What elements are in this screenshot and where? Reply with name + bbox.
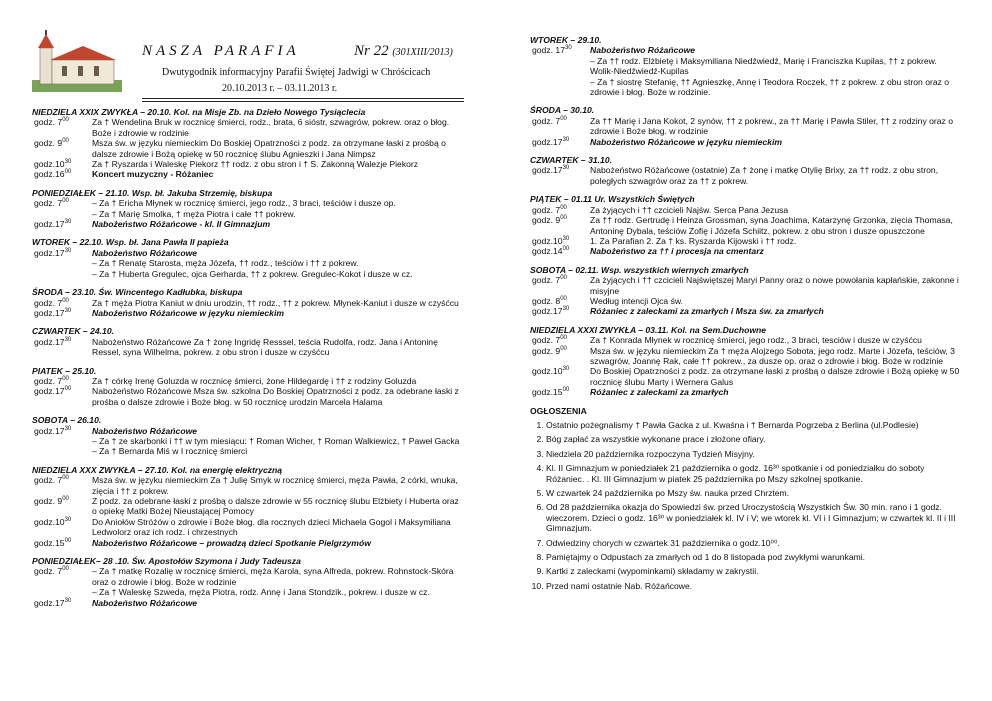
left-column — [32, 0, 464, 608]
mass-intention: Nabożeństwo Różańcowe w języku niemieckim — [92, 307, 284, 318]
mass-intention: Nabożeństwo Różańcowe – prowadzą dzieci Spotkanie Pielgrzymów — [92, 537, 371, 548]
mass-time: $godz.14^{00}$ — [532, 246, 570, 257]
newsletter-title: NASZA PARAFIA — [142, 43, 300, 59]
announcement-item: 8. Pamiętajmy o Odpustach za zmarłych od 1 do 8 listopada pod zwykłymi warunkami. — [546, 552, 960, 562]
mass-time: $godz.17^{30}$ — [532, 306, 570, 317]
day-heading: WTOREK – 22.10. Wsp. bł. Jana Pawła II papieża — [32, 237, 229, 248]
announcement-item: 4. Kl. II Gimnazjum w poniedziałek 21 października o godz. 16³⁰ spotkanie i od poniedziałku do soboty Różaniec. . Kl. III Gimnazjum w piatek 25 października po Mszy szkolnej spotkanie. — [546, 463, 960, 484]
mass-row — [32, 587, 464, 597]
mass-row — [530, 45, 960, 55]
mass-row — [530, 205, 960, 215]
mass-time: $godz.17^{30}$ — [34, 247, 72, 258]
mass-intention: Różaniec z zaleckami za zmarłych i Msza św. za zmarłych — [590, 306, 824, 317]
schedule-day — [530, 325, 960, 398]
mass-intention: Nabożeństwo Różańcowe — [92, 597, 198, 608]
announcement-item: 1. Ostatnio pożegnalismy † Pawła Gacka z ul. Kwaśna i † Bernarda Pogrzeba z Berlina (ul.Podlesie) — [546, 420, 960, 430]
mass-row — [530, 165, 960, 186]
mass-time: godz. $9^{00}$ — [532, 215, 567, 226]
mass-time: $godz.17^{30}$ — [34, 597, 72, 608]
schedule-day — [32, 237, 464, 279]
schedule-day — [530, 35, 960, 97]
mass-time: godz. $7^{00}$ — [34, 117, 69, 128]
day-heading: ŚRODA – 23.10. Św. Wincentego Kadłubka, biskupa — [32, 287, 243, 298]
day-heading: SOBOTA – 02.11. Wsp. wszystkich wiernych zmarłych — [530, 264, 749, 275]
mass-time: godz. $17^{30}$ — [532, 45, 572, 56]
mass-row — [32, 117, 464, 138]
mass-row — [32, 436, 464, 446]
mass-row — [32, 298, 464, 308]
mass-time: $godz.17^{00}$ — [34, 386, 72, 397]
schedule-day — [530, 155, 960, 186]
mass-time — [32, 269, 92, 279]
mass-time: $godz.17^{30}$ — [34, 307, 72, 318]
mass-intention: – Za † ze skarbonki i †† w tym miesiącu: † Roman Wicher, † Roman Walkiewicz, † Paweł Gacka — [92, 435, 460, 446]
right-schedule — [530, 35, 960, 398]
mass-intention: – Za † Huberta Gregulec, ojca Gerharda, †† z pokrew. Gregulec-Kokot i dusze w cz. — [92, 268, 413, 279]
mass-intention: – Za † Renatę Starosta, męża Józefa, †† rodz., teściów i †† z pokrew. — [92, 258, 359, 269]
announcement-item: 7. Odwiedziny chorych w czwartek 31 października o godz.10⁰⁰. — [546, 538, 960, 548]
mass-time: godz. $9^{00}$ — [532, 345, 567, 356]
church-logo-icon — [32, 30, 122, 92]
mass-row — [32, 386, 464, 407]
mass-intention: Z podz. za odebrane łaski z prośbą o dalsze zdrowie w 55 rocznicę ślubu Elżbiety i Huberta oraz o opiekę Matki Bożej Nieustającej Pomocy — [92, 496, 459, 517]
mass-intention: – Za † Waleskę Szweda, męża Piotra, rodz. Annę i Jana Stondzik., pokrew. i dusze w cz. — [92, 587, 430, 598]
day-heading: PONIEDZIAŁEK– 28 .10. Św. Apostołów Szymona i Judy Tadeusza — [32, 556, 301, 567]
mass-row — [530, 215, 960, 236]
mass-intention: Do Aniołów Stróżów o zdrowie i Boże błog. dla rocznych dzieci Michaela Gogol i Maksymiliana Ledwolorz oraz ich rodz. i chrzestnych — [92, 516, 451, 538]
mass-row — [32, 538, 464, 548]
mass-intention: Za † Ryszarda i Waleskę Piekorz †† rodz. z obu stron i † S. Zakonną Walezje Piekorz — [92, 159, 419, 170]
announcement-item: 10. Przed nami ostatnie Nab. Różańcowe. — [546, 581, 960, 591]
mass-row — [32, 248, 464, 258]
mass-row — [32, 426, 464, 436]
mass-intention: Nabożeństwo Różańcowe Za † żonę Ingridę Resssel, teścia Rudolfa, rodz. Jana i Antoninę Ressel, syna Wilhelma, pokrew. z obu stron i dusze w czyśćcu — [92, 336, 438, 358]
announcement-item: 5. W czwartek 24 października po Mszy św. nauka przed Chrztem. — [546, 488, 960, 498]
mass-intention: Nabożeństwo Różańcowe — [590, 45, 696, 56]
mass-row — [530, 56, 960, 77]
mass-row — [32, 517, 464, 538]
mass-row — [530, 137, 960, 147]
announcement-item: 2. Bóg zapłać za wszystkie wykonane prace i złożone ofiary. — [546, 434, 960, 444]
mass-intention: Do Boskiej Opatrzności z podz. za otrzymane łaski z prośbą o dalsze zdrowie i Bożą opiekę w 50 rocznicę ślubu Marty i Wernera Galus — [590, 366, 960, 387]
mass-time: godz. $9^{00}$ — [34, 138, 69, 149]
header-rule — [142, 98, 464, 99]
mass-time: $godz.10^{30}$ — [34, 159, 72, 170]
mass-intention: 1. Za Parafian 2. Za † ks. Ryszarda Kijowski i †† rodz. — [590, 235, 797, 246]
mass-row — [32, 169, 464, 179]
mass-intention: – Za † Ericha Młynek w rocznicę śmierci, jego rodz., 3 braci, teściów i dusze op. — [92, 198, 396, 209]
mass-row — [530, 366, 960, 387]
day-heading: NIEDZIELA XXX ZWYKŁA – 27.10. Kol. na energię elektryczną — [32, 464, 283, 475]
mass-intention: Różaniec z zaleckami za zmarłych — [590, 387, 729, 398]
mass-intention: – Za † Bernarda Miś w I rocznicę śmierci — [92, 446, 248, 457]
schedule-day — [530, 105, 960, 147]
day-heading: PONIEDZIAŁEK – 21.10. Wsp. bł. Jakuba Strzemię, biskupa — [32, 187, 273, 198]
mass-time: $godz.15^{00}$ — [532, 387, 570, 398]
mass-row — [32, 209, 464, 219]
announcement-item: 6. Od 28 października okazja do Spowiedzi św. przed Uroczystością Wszystkich Św. 30 min. rano i 1 godz. wieczorem. Dzieci o godz. 16³⁰ w poniedziałek kl. IV i V; we wtorek kl. VI i I Gimnazjum; w czwartek kl. II i III Gimnazjum. — [546, 502, 960, 533]
mass-row — [530, 387, 960, 397]
mass-time: $godz.16^{00}$ — [34, 169, 72, 180]
schedule-day — [32, 366, 464, 408]
mass-row — [32, 308, 464, 318]
mass-row — [32, 269, 464, 279]
newsletter-subtitle: Dwutygodnik informacyjny Parafii Świętej Jadwigi w Chróścicach — [162, 67, 431, 78]
mass-time: $godz.17^{30}$ — [532, 136, 570, 147]
mass-time: $godz.17^{30}$ — [34, 219, 72, 230]
mass-time — [32, 209, 92, 219]
mass-time: $godz.10^{30}$ — [532, 235, 570, 246]
mass-row — [530, 335, 960, 345]
mass-intention: Msza św. w języku niemieckim Za † męża Alojzego Sobota, jego rodz. Marte i Józefa, teściów, 3 szwagrów, Joannę Rak, całe †† pokrew., za dusze op. oraz o zdrowie i błog. Boże w rodzinie — [590, 345, 955, 366]
mass-intention: Koncert muzyczny - Różaniec — [92, 169, 214, 180]
mass-time: $godz.17^{30}$ — [532, 165, 570, 176]
mass-intention: Za żyjących i †† czcicieli Najświętszej Maryi Panny oraz o nowe powołania kapłańskie, zakonne i misyjne — [590, 275, 959, 296]
schedule-day — [32, 287, 464, 318]
mass-intention: – Za †† rodz. Elżbietę i Maksymiliana Niedźwiedź, Marię i Franciszka Kupilas, †† z pokrew. Wolik-Niedźwiedź-Kupilas — [590, 55, 937, 77]
announcements-title: OGŁOSZENIA — [530, 405, 587, 416]
mass-intention: Za † córkę Irenę Goluzda w rocznicę śmierci, żone Hildegardę i †† z rodziny Goluzda — [92, 375, 417, 386]
issue-number: Nr 22 (301XIII/2013) — [354, 43, 453, 59]
mass-row — [32, 446, 464, 456]
mass-intention: – Za † matkę Rozalię w rocznicę śmierci, męża Karola, syna Alfreda, pokrew. Rohnstock-Skóra oraz o zdrowie i błog. Boże w rodzinie — [92, 566, 454, 587]
mass-intention: Według intencji Ojca św. — [590, 295, 683, 306]
mass-time: godz. $8^{00}$ — [532, 295, 567, 306]
day-heading: PIĄTEK – 01.11 Ur. Wszystkich Świętych — [530, 194, 695, 205]
mass-row — [530, 275, 960, 296]
mass-time: godz. $7^{00}$ — [532, 115, 567, 126]
mass-row — [32, 138, 464, 159]
day-heading: CZWARTEK – 31.10. — [530, 155, 612, 166]
mass-row — [32, 219, 464, 229]
mass-intention: Za † Wendelina Bruk w rocznicę śmierci, rodz., brata, 6 sióstr, szwagrów, pokrew. oraz o błog. Boże i zdrowie w rodzinie — [92, 117, 450, 138]
mass-time — [530, 77, 590, 98]
day-heading: NIEDZIELA XXXI ZWYKŁA – 03.11. Kol. na Sem.Duchowne — [530, 324, 767, 335]
mass-row — [32, 198, 464, 208]
mass-row — [32, 598, 464, 608]
mass-intention: – Za † siostrę Stefanię, †† Agnieszkę, Annę i Teodora Roczek, †† z pokrew. z obu stron oraz o zdrowie i błog. Boże w rodzinie. — [590, 76, 950, 98]
right-column — [530, 32, 960, 595]
schedule-day — [530, 194, 960, 256]
mass-intention: Nabożeństwo Różańcowe — [92, 247, 198, 258]
mass-row — [32, 258, 464, 268]
newsletter-dates: 20.10.2013 r. – 03.11.2013 r. — [222, 83, 338, 94]
mass-intention: Za †† Marię i Jana Kokot, 2 synów, †† z pokrew., za †† Marię i Pawła Stiler, †† z rodziny oraz o zdrowie i Boże błog. w rodzinie — [590, 115, 954, 137]
mass-row — [530, 296, 960, 306]
mass-time: $godz.17^{30}$ — [34, 425, 72, 436]
day-heading: WTOREK – 29.10. — [530, 35, 602, 45]
day-heading: CZWARTEK – 24.10. — [32, 326, 114, 337]
mass-intention: Za żyjących i †† czcicieli Najśw. Serca Pana Jezusa — [590, 204, 789, 215]
schedule-day — [32, 107, 464, 180]
mass-intention: Msza św. w języku niemieckim Za † Julię Smyk w rocznicę śmierci, męża Pawła, 2 córki, wnuka, zięcia i †† z pokrew. — [92, 475, 458, 496]
announcement-item: 3. Niedziela 20 października rozpoczyna Tydzień Misyjny. — [546, 449, 960, 459]
day-heading: NIEDZIELA XXIX ZWYKŁA – 20.10. Kol. na Misje Zb. na Dzieło Nowego Tysiąclecia — [32, 107, 366, 117]
mass-row — [32, 337, 464, 358]
mass-row — [530, 116, 960, 137]
mass-time: $godz.10^{30}$ — [532, 366, 570, 377]
mass-time: godz. $7^{00}$ — [34, 198, 69, 209]
mass-intention: Za †† rodz. Gertrudę i Heinza Grossman, syna Joachima, Katarzynę Grzonka, zięcia Thomasa, Antoninę Dybala, teściów Zofię i Józefa Schiitz, pokrew. z obu stron i dusze opuszczone — [590, 215, 953, 236]
masthead — [32, 0, 464, 104]
mass-intention: Nabożeństwo Różańcowe — [92, 425, 198, 436]
day-heading: ŚRODA – 30.10. — [530, 105, 595, 116]
day-heading: PIATEK – 25.10. — [32, 365, 97, 376]
mass-intention: Nabożeństwo Różańcowe w języku niemieckim — [590, 136, 782, 147]
mass-row — [530, 77, 960, 98]
mass-time: godz. $7^{00}$ — [34, 566, 69, 577]
mass-row — [32, 376, 464, 386]
mass-row — [530, 346, 960, 367]
mass-intention: Za † Konrada Młynek w rocznicę śmierci, jego rodz., 3 braci, tesciów i dusze w czyśćcu — [590, 335, 922, 346]
schedule-day — [32, 556, 464, 608]
mass-intention: Za † męża Piotra Kaniut w dniu urodzin, †† rodz., †† z pokrew. Młynek-Kaniut i dusze w czyśćcu — [92, 297, 459, 308]
mass-row — [32, 566, 464, 587]
mass-row — [32, 496, 464, 517]
mass-time: godz. $9^{00}$ — [34, 496, 69, 506]
mass-row — [32, 475, 464, 496]
schedule-day — [32, 188, 464, 230]
mass-time: godz. $7^{00}$ — [532, 204, 567, 215]
mass-time: $godz.17^{30}$ — [34, 336, 72, 347]
mass-intention: Nabożeństwo Różańcowe Msza św. szkolna Do Boskiej Opatrzności z podz. za odebrane łaski z prośba o dalsze zdrowie i Boże błog. w 50 rocznicę urodzin Marcela Halama — [92, 386, 459, 407]
mass-row — [32, 159, 464, 169]
mass-time: godz. $7^{00}$ — [532, 275, 567, 286]
mass-row — [530, 246, 960, 256]
schedule-day — [530, 265, 960, 317]
mass-time: godz. $7^{00}$ — [34, 375, 69, 386]
schedule-day — [32, 415, 464, 457]
mass-time: godz. $7^{00}$ — [34, 475, 69, 486]
mass-intention: Nabożeństwo Różańcowe (ostatnie) Za † żonę i matkę Otylię Brixy, za †† rodz. z obu stron, poległych szwagrów oraz za †† z pokrew. — [590, 165, 939, 186]
mass-row — [530, 306, 960, 316]
day-heading: SOBOTA – 26.10. — [32, 415, 102, 426]
schedule-day — [32, 465, 464, 548]
mass-time — [530, 56, 590, 77]
mass-time — [32, 258, 92, 268]
mass-time — [32, 587, 92, 597]
announcement-item: 9. Kartki z zaleckami (wypominkami) składamy w zakrystii. — [546, 566, 960, 576]
mass-time: $godz.10^{30}$ — [34, 516, 72, 527]
left-schedule — [32, 107, 464, 608]
mass-time: godz. $7^{00}$ — [34, 297, 69, 308]
header-rule-thin — [142, 101, 464, 102]
mass-intention: Msza św. w języku niemieckim Do Boskiej Opatrzności z podz. za otrzymane łaski z prośbą o dalsze zdrowie i Bożą opiekę w 50 rocznicę ślubu Agnieszki i Jana Nimpsz — [92, 138, 446, 159]
mass-time — [32, 446, 92, 456]
mass-intention: Nabożeństwo za †† i procesja na cmentarz — [590, 246, 764, 257]
announcements-list — [530, 420, 960, 591]
mass-time — [32, 436, 92, 446]
mass-intention: Nabożeństwo Różańcowe - kl. II Gimnazjum — [92, 219, 271, 230]
mass-time: godz. $7^{00}$ — [532, 335, 567, 346]
mass-row — [530, 236, 960, 246]
schedule-day — [32, 326, 464, 357]
mass-time: $godz.15^{00}$ — [34, 537, 72, 548]
mass-intention: – Za † Marię Smolka, † męża Piotra i całe †† pokrew. — [92, 208, 296, 219]
